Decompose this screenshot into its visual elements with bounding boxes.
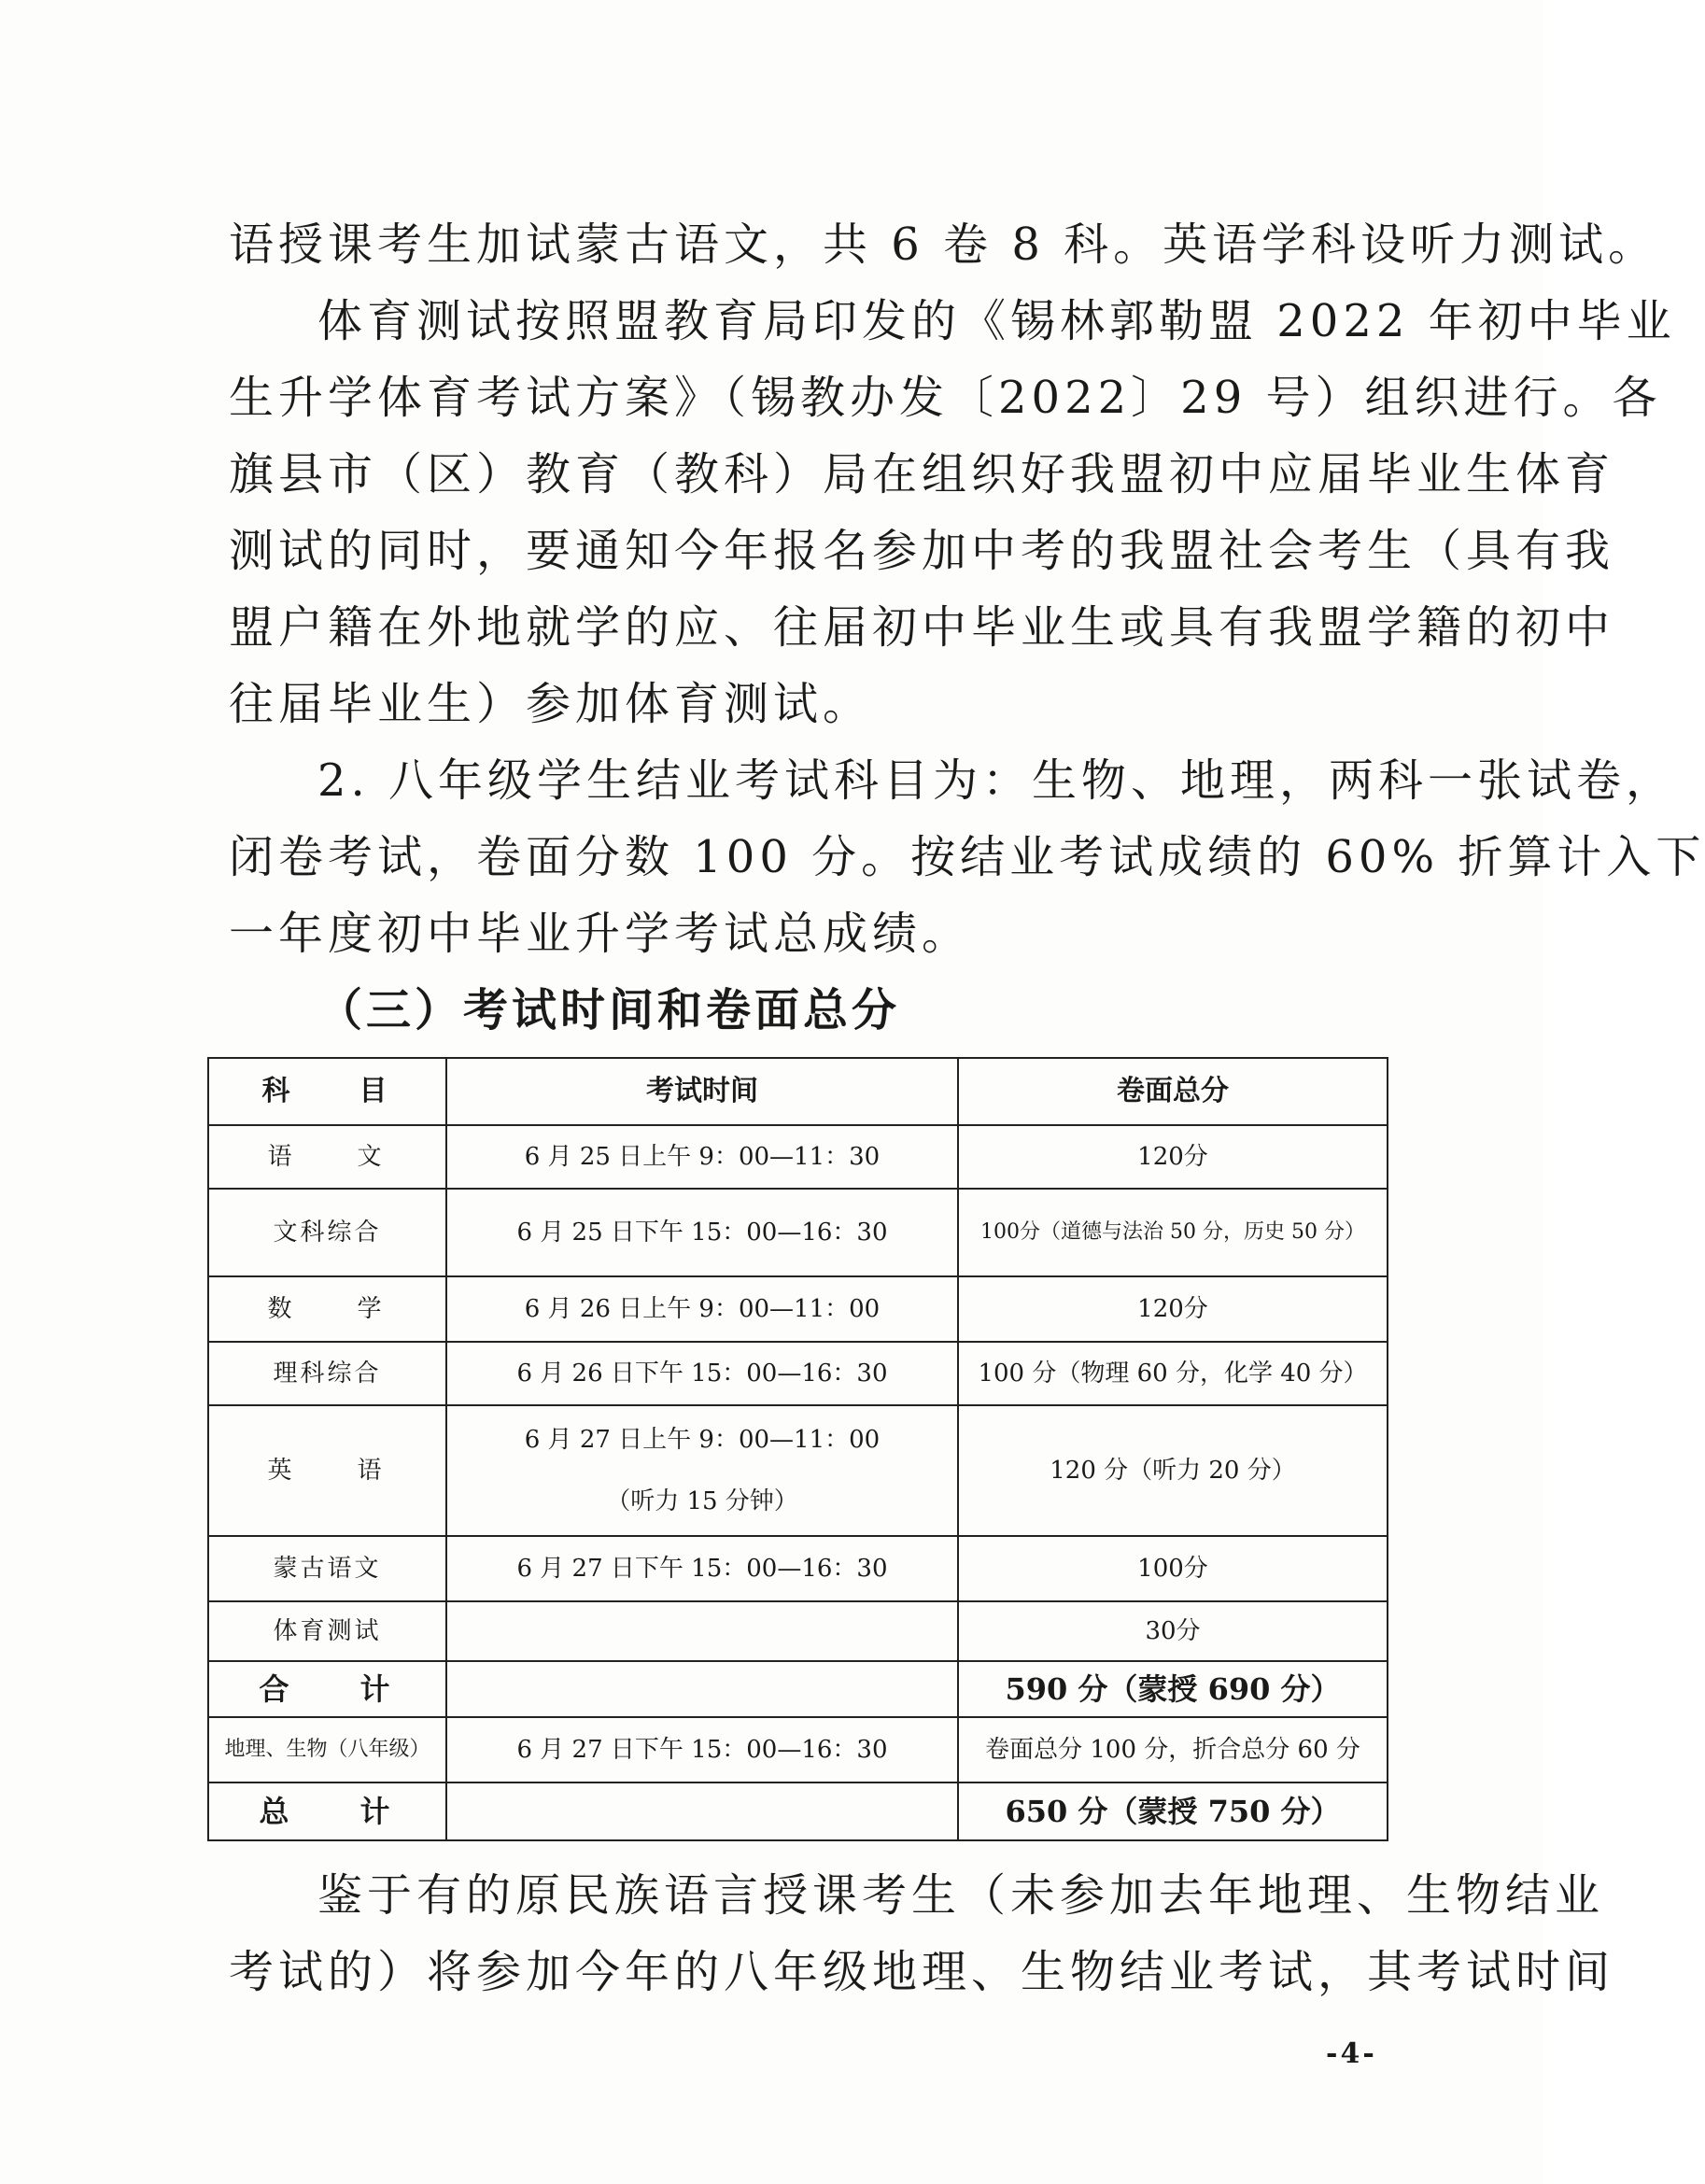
time-note: （听力 15 分钟）: [606, 1487, 798, 1515]
subject-cell: 蒙古语文: [208, 1536, 446, 1601]
subject-cell: 理科综合: [208, 1342, 446, 1405]
table-header-row: [208, 1058, 1388, 1125]
time-cell: 6 月 25 日下午 15：00—16：30: [446, 1189, 958, 1276]
time-cell: [446, 1601, 958, 1661]
paragraph-line: 语授课考生加试蒙古语文，共 6 卷 8 科。英语学科设听力测试。: [229, 218, 1658, 271]
score-cell: 30分: [958, 1601, 1388, 1661]
subject-cell: 地理、生物（八年级）: [208, 1717, 446, 1782]
header-subject: 科 目: [208, 1058, 446, 1125]
score-cell: 590 分（蒙授 690 分）: [958, 1661, 1388, 1717]
paragraph-line: 旗县市（区）教育（教科）局在组织好我盟初中应届毕业生体育: [229, 448, 1615, 500]
paragraph-line: 往届毕业生）参加体育测试。: [229, 678, 873, 730]
subject-cell: 体育测试: [208, 1601, 446, 1661]
table-row: [208, 1342, 1388, 1405]
header-time: 考试时间: [446, 1058, 958, 1125]
table-row: [208, 1189, 1388, 1276]
time-cell: 6 月 27 日下午 15：00—16：30: [446, 1536, 958, 1601]
page-number: -4-: [1326, 2037, 1377, 2070]
paragraph-line: 闭卷考试，卷面分数 100 分。按结业考试成绩的 60% 折算计入下: [229, 831, 1705, 883]
section-heading: （三）考试时间和卷面总分: [317, 984, 901, 1036]
paragraph-line: 2. 八年级学生结业考试科目为：生物、地理，两科一张试卷，: [317, 754, 1676, 807]
paragraph-line: 生升学体育考试方案》（锡教办发〔2022〕29 号）组织进行。各: [229, 372, 1662, 424]
score-cell: 120分: [958, 1276, 1388, 1342]
table-row: [208, 1125, 1388, 1189]
subject-cell: 文科综合: [208, 1189, 446, 1276]
time-text: 6 月 27 日上午 9：00—11：00: [524, 1426, 881, 1454]
table-row: [208, 1536, 1388, 1601]
table-row: [208, 1276, 1388, 1342]
time-cell: 6 月 26 日上午 9：00—11：00: [446, 1276, 958, 1342]
paragraph-line: 考试的）将参加今年的八年级地理、生物结业考试，其考试时间: [229, 1946, 1615, 1998]
score-cell: 120 分（听力 20 分）: [958, 1405, 1388, 1536]
time-cell: 6 月 27 日下午 15：00—16：30: [446, 1717, 958, 1782]
score-cell: 100 分（物理 60 分，化学 40 分）: [958, 1342, 1388, 1405]
paragraph-line: 体育测试按照盟教育局印发的《锡林郭勒盟 2022 年初中毕业: [317, 295, 1676, 347]
table-row-subtotal: [208, 1661, 1388, 1717]
paragraph-line: 鉴于有的原民族语言授课考生（未参加去年地理、生物结业: [317, 1869, 1605, 1922]
table-row: [208, 1405, 1388, 1536]
subject-cell: 数 学: [208, 1276, 446, 1342]
exam-schedule-table: [207, 1057, 1388, 1841]
time-cell: 6 月 26 日下午 15：00—16：30: [446, 1342, 958, 1405]
table-row: [208, 1717, 1388, 1782]
header-score: 卷面总分: [958, 1058, 1388, 1125]
table-row: [208, 1601, 1388, 1661]
table-row-total: [208, 1782, 1388, 1840]
score-cell: 120分: [958, 1125, 1388, 1189]
time-cell: 6 月 25 日上午 9：00—11：30: [446, 1125, 958, 1189]
paragraph-line: 盟户籍在外地就学的应、往届初中毕业生或具有我盟学籍的初中: [229, 601, 1615, 654]
paragraph-line: 一年度初中毕业升学考试总成绩。: [229, 908, 972, 960]
subject-cell: 英 语: [208, 1405, 446, 1536]
paragraph-line: 测试的同时，要通知今年报名参加中考的我盟社会考生（具有我: [229, 525, 1615, 577]
score-cell: 100分: [958, 1536, 1388, 1601]
time-cell: [446, 1405, 958, 1536]
score-cell: 650 分（蒙授 750 分）: [958, 1782, 1388, 1840]
time-cell: [446, 1782, 958, 1840]
subject-cell: 语 文: [208, 1125, 446, 1189]
subject-cell: 合 计: [208, 1661, 446, 1717]
time-cell: [446, 1661, 958, 1717]
score-cell: 100分（道德与法治 50 分，历史 50 分）: [958, 1189, 1388, 1276]
score-cell: 卷面总分 100 分，折合总分 60 分: [958, 1717, 1388, 1782]
subject-cell: 总 计: [208, 1782, 446, 1840]
